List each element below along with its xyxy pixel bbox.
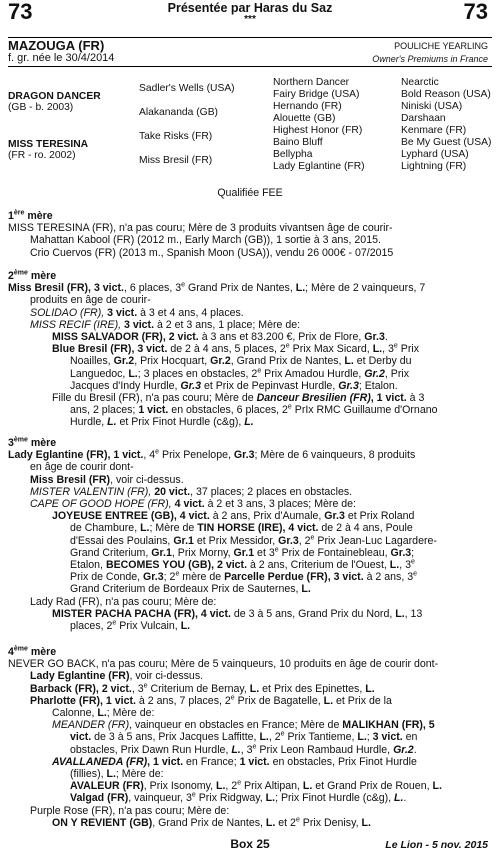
produce-entry: Purple Rose (FR), n'a pas couru; Mère de: <box>30 804 230 817</box>
section-title: 4ème mère <box>8 645 57 658</box>
premiums-note: Owner's Premiums in France <box>372 54 488 64</box>
produce-entry: MISTER VALENTIN (FR), 20 vict., 37 places; 2 places en obstacles. <box>30 485 353 498</box>
section-fourth-dam <box>8 646 492 829</box>
dam-entry: MISS TERESINA (FR), n'a pas couru; Mère de 3 produits vivantsen âge de courir- <box>8 222 393 235</box>
produce-entry: AVALLANEDA (FR), 1 vict. en France; 1 vict. en obstacles, Prix Finot Hurdle <box>52 755 417 768</box>
dam-entry: Miss Bresil (FR), 3 vict., 6 places, 3e Grand Prix de Nantes, L.; Mère de 2 vainqueurs, 7 <box>8 281 426 295</box>
produce-entry: MISS SALVADOR (FR), 2 vict. à 3 ans et 83.200 €, Prix de Flore, Gr.3. <box>52 331 388 344</box>
produce-entry: Lady Eglantine (FR), voir ci-dessus. <box>30 670 204 683</box>
gen3-8: Lady Eglantine (FR) <box>273 161 365 172</box>
horse-details: f. gr. née le 30/4/2014 <box>8 52 115 64</box>
produce-entry-cont: (fillies), L.; Mère de: <box>70 768 164 781</box>
produce-entry: AVALEUR (FR), Prix Isonomy, L., 2e Prix Altipan, L. et Grand Prix de Rouen, L. <box>70 779 442 793</box>
produce-entry-cont: Etalon, BECOMES YOU (GB), 2 vict. à 2 ans, Criterium de l'Ouest, L., 3e <box>70 558 415 572</box>
dam-name: MISS TERESINA <box>8 139 89 150</box>
gen4-6: Be My Guest (USA) <box>401 137 492 148</box>
produce-entry: Pharlotte (FR), 1 vict. à 2 ans, 7 places, 2e Prix de Bagatelle, L. et Prix de la <box>30 694 392 707</box>
produce-entry: Fille du Bresil (FR), n'a pas couru; Mère de Danceur Bresilien (FR), 1 vict. à 3 <box>52 392 425 405</box>
produce-entry: MISS RECIF (IRE), 3 vict. à 2 et 3 ans, 1 place; Mère de: <box>30 318 301 331</box>
dam-info: (FR - ro. 2002) <box>8 150 76 161</box>
section-title: 2ème mère <box>8 269 57 282</box>
gen3-4: Alouette (GB) <box>273 113 336 124</box>
lot-number-left: 73 <box>8 0 33 24</box>
produce-entry: ON Y REVIENT (GB), Grand Prix de Nantes, L. et 2e Prix Denisy, L. <box>52 816 371 829</box>
produce-entry-cont: Jacques d'Indy Hurdle, Gr.3 et Prix de Pepinvast Hurdle, Gr.3; Etalon. <box>70 379 398 392</box>
produce-entry: Mahattan Kabool (FR) (2012 m., Early March (GB)), 1 sortie à 3 ans, 2015. <box>30 234 381 247</box>
produce-entry-cont: obstacles, Prix Dawn Run Hurdle, L., 3e Prix Leon Rambaud Hurdle, Gr.2. <box>70 743 417 756</box>
produce-entry: Miss Bresil (FR), voir ci-dessus. <box>30 473 184 486</box>
gen3-6: Baino Bluff <box>273 137 323 148</box>
title-stars: *** <box>244 14 256 25</box>
produce-entry-cont: Prix de Conde, Gr.3; 2e mère de Parcelle Perdue (FR), 3 vict. à 2 ans, 3e <box>70 570 418 584</box>
lot-number-right: 73 <box>463 0 488 24</box>
dam-entry: Lady Eglantine (FR), 1 vict., 4e Prix Penelope, Gr.3; Mère de 6 vainqueurs, 8 produits <box>8 448 416 462</box>
gen4-2: Bold Reason (USA) <box>401 89 491 100</box>
gen3-1: Northern Dancer <box>273 77 350 88</box>
section-first-dam <box>8 210 492 259</box>
produce-entry-cont: Calonne, L.; Mère de: <box>52 707 155 720</box>
gen3-2: Fairy Bridge (USA) <box>273 89 360 100</box>
dam-entry-cont: produits en âge de courir- <box>30 294 151 307</box>
sire-info: (GB - b. 2003) <box>8 102 74 113</box>
produce-entry: Blue Bresil (FR), 3 vict. de 2 à 4 ans, 5 places, 2e Prix Max Sicard, L., 3e Prix <box>52 342 419 356</box>
produce-entry: Lady Rad (FR), n'a pas couru; Mère de: <box>30 595 217 608</box>
consignor-title: Présentée par Haras du Saz <box>167 1 333 15</box>
gen2-4: Miss Bresil (FR) <box>139 155 213 166</box>
gen4-1: Nearctic <box>401 77 439 88</box>
produce-entry-cont: Noailles, Gr.2, Prix Hocquart, Gr.2, Grand Prix de Nantes, L. et Derby du <box>70 355 412 368</box>
gen3-7: Bellypha <box>273 149 313 160</box>
pedigree-table <box>0 0 500 200</box>
produce-entry-cont: de Chambure, L.; Mère de TIN HORSE (IRE), 4 vict. de 2 à 4 ans, Poule <box>70 522 413 535</box>
section-title: 1ère mère <box>8 209 53 222</box>
produce-entry: MISTER PACHA PACHA (FR), 4 vict. de 3 à 5 ans, Grand Prix du Nord, L., 13 <box>52 607 423 620</box>
produce-entry-cont: ans, 2 places; 1 vict. en obstacles, 6 places, 2e PrIx RMC Guillaume d'Ornano <box>70 403 438 417</box>
produce-entry-cont: Grand Criterium, Gr.1, Prix Morny, Gr.1 et 3e Prix de Fontainebleau, Gr.3; <box>70 546 415 559</box>
gen4-7: Lyphard (USA) <box>401 149 469 160</box>
gen4-4: Darshaan <box>401 113 446 124</box>
produce-entry-cont: vict. de 3 à 5 ans, Prix Jacques Laffitte, L., 2e Prix Tantieme, L.; 3 vict. en <box>70 730 418 744</box>
produce-entry: JOYEUSE ENTREE (GB), 4 vict. à 2 ans, Prix d'Aumale, Gr.3 et Prix Roland <box>52 510 415 523</box>
gen4-3: Niniski (USA) <box>401 101 463 112</box>
gen2-3: Take Risks (FR) <box>139 131 213 142</box>
produce-entry-cont: places, 2e Prix Vulcain, L. <box>70 619 191 633</box>
section-second-dam <box>8 270 492 429</box>
produce-entry-cont: Hurdle, L. et Prix Finot Hurdle (c&g), L. <box>70 416 254 429</box>
gen2-1: Sadler's Wells (USA) <box>139 83 235 94</box>
horse-name: MAZOUGA (FR) <box>8 38 105 53</box>
section-third-dam <box>8 437 492 632</box>
gen3-3: Hernando (FR) <box>273 101 342 112</box>
produce-entry-cont: Languedoc, L.; 3 places en obstacles, 2e Prix Amadou Hurdle, Gr.2, Prix <box>70 367 410 380</box>
box-number: Box 25 <box>230 837 270 851</box>
gen2-2: Alakananda (GB) <box>139 107 218 118</box>
sire-name: DRAGON DANCER <box>8 91 101 102</box>
produce-entry-cont: d'Essai des Poulains, Gr.1 et Prix Messidor, Gr.3, 2e Prix Jean-Luc Lagardere- <box>70 534 437 547</box>
produce-entry: Valgad (FR), vainqueur, 3e Prix Ridgway, L.; Prix Finot Hurdle (c&g), L.. <box>70 791 407 805</box>
produce-entry: SOLIDAO (FR), 3 vict. à 3 et 4 ans, 4 places. <box>30 306 244 319</box>
section-title: 3ème mère <box>8 436 57 449</box>
horse-type: POULICHE YEARLING <box>394 41 488 51</box>
dam-entry: NEVER GO BACK, n'a pas couru; Mère de 5 vainqueurs, 10 produits en âge de courir dont- <box>8 658 439 671</box>
dam-entry-cont: en âge de courir dont- <box>30 461 134 474</box>
produce-entry: Crio Cuervos (FR) (2013 m., Spanish Moon (USA)), vendu 26 000€ - 07/2015 <box>30 246 394 259</box>
produce-entry: Barback (FR), 2 vict., 3e Criterium de Bernay, L. et Prix des Epinettes, L. <box>30 682 375 695</box>
sale-info: Le Lion - 5 nov. 2015 <box>385 839 488 851</box>
produce-entry-cont: Grand Criterium de Bordeaux Prix de Sauternes, L. <box>70 583 311 596</box>
gen4-8: Lightning (FR) <box>401 161 467 172</box>
produce-entry: CAPE OF GOOD HOPE (FR), 4 vict. à 2 et 3 ans, 3 places; Mère de: <box>30 498 356 511</box>
gen3-5: Highest Honor (FR) <box>273 125 363 136</box>
produce-entry: MEANDER (FR), vainqueur en obstacles en France; Mère de MALIKHAN (FR), 5 <box>52 719 435 732</box>
qualification: Qualifiée FEE <box>217 187 283 199</box>
gen4-5: Kenmare (FR) <box>401 125 467 136</box>
